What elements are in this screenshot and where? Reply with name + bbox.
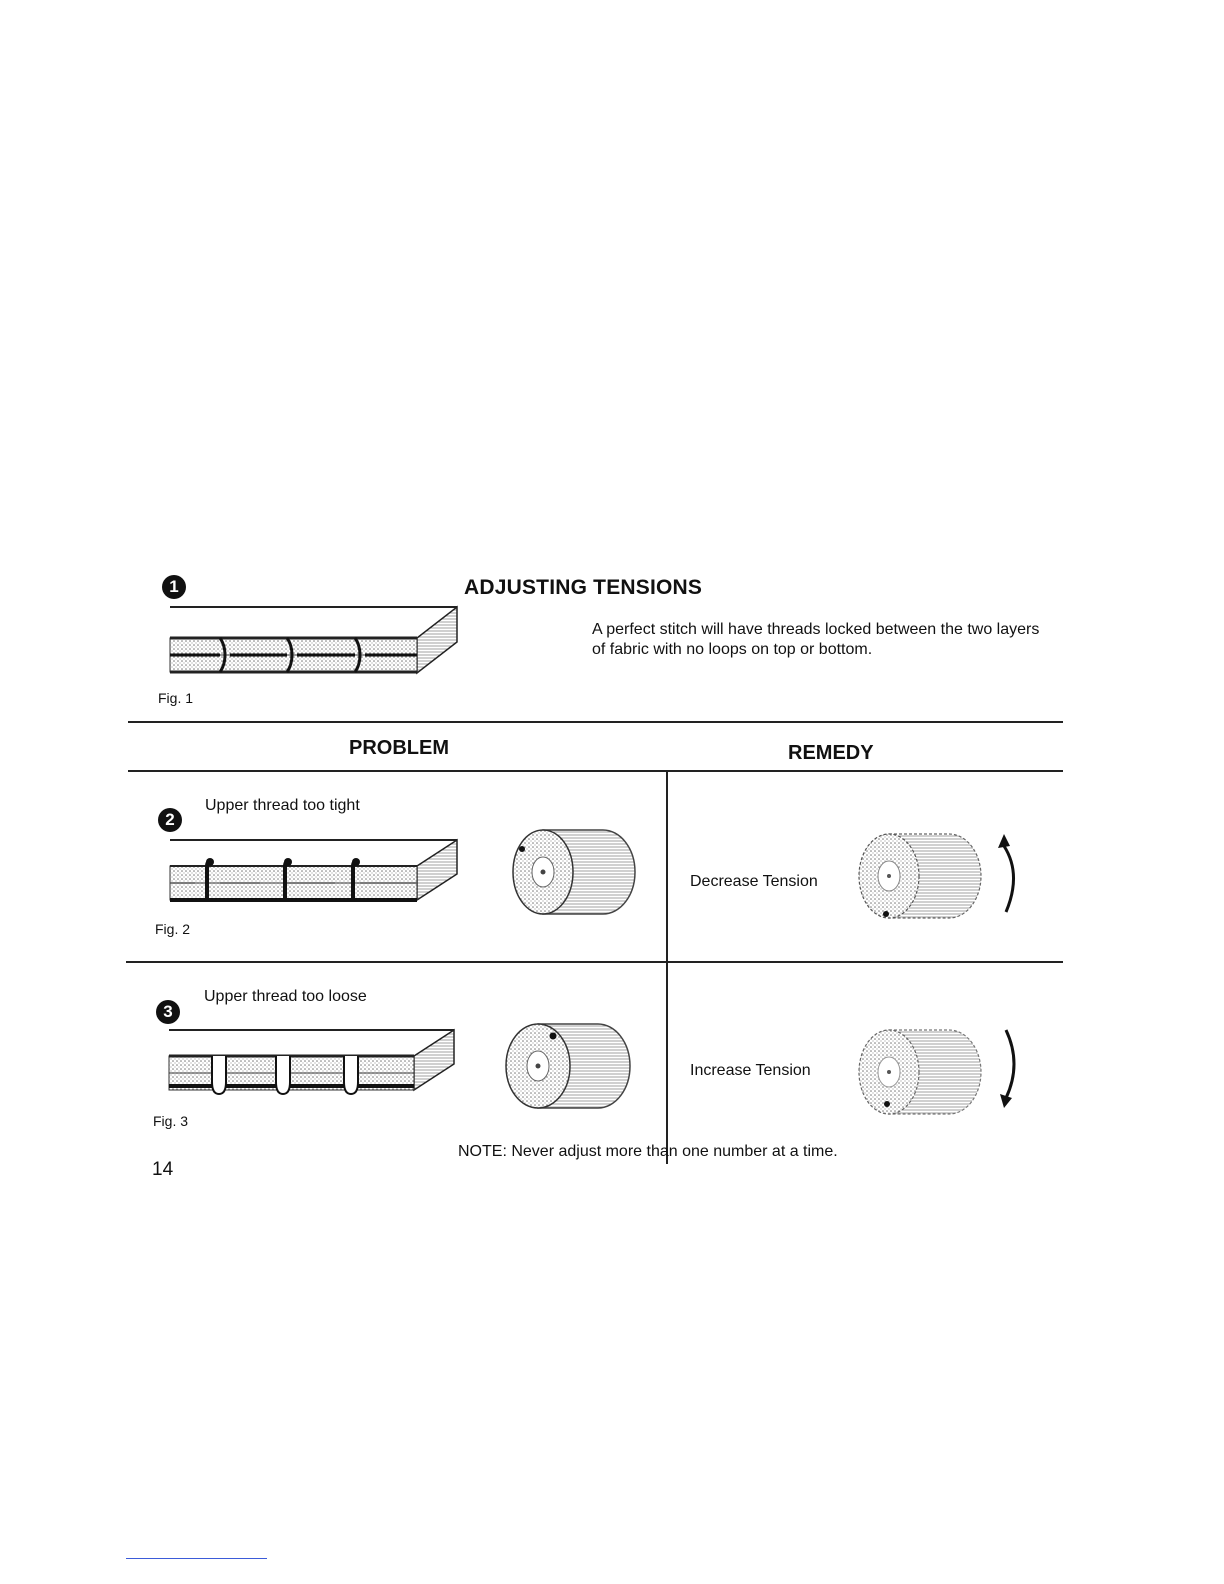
- fig3-loose-stitch-illustration: [164, 1024, 464, 1104]
- rotate-up-arrow-icon: [998, 832, 1028, 917]
- decrease-tension-dial-icon: [854, 826, 984, 926]
- fig1-balanced-stitch-illustration: [165, 600, 465, 680]
- remedy-increase-label: Increase Tension: [690, 1062, 811, 1079]
- tension-dial-icon: [508, 822, 638, 922]
- page-number: 14: [152, 1159, 174, 1180]
- problem-loose-label: Upper thread too loose: [204, 988, 367, 1005]
- row-divider: [126, 961, 1063, 963]
- rotate-down-arrow-icon: [998, 1026, 1028, 1111]
- fig2-tight-stitch-illustration: [165, 834, 465, 909]
- increase-tension-dial-icon: [854, 1022, 984, 1122]
- intro-text: A perfect stitch will have threads locked between the two layers of fabric with no loops on top or bottom.: [592, 621, 1040, 658]
- bottom-rule: [126, 1558, 267, 1559]
- problem-tight-label: Upper thread too tight: [205, 797, 360, 814]
- page-title: ADJUSTING TENSIONS: [464, 576, 703, 599]
- remedy-heading: REMEDY: [788, 742, 874, 764]
- step-2-badge: 2: [158, 808, 182, 832]
- step-1-badge: 1: [162, 575, 186, 599]
- tension-dial-icon: [498, 1016, 638, 1116]
- fig2-caption: Fig. 2: [155, 921, 191, 937]
- fig1-caption: Fig. 1: [158, 690, 194, 706]
- step-3-badge: 3: [156, 1000, 180, 1024]
- note-text: NOTE: Never adjust more than one number at a time.: [458, 1143, 838, 1160]
- header-bottom-rule: [128, 770, 1063, 772]
- remedy-decrease-label: Decrease Tension: [690, 873, 818, 890]
- table-top-rule: [128, 721, 1063, 723]
- column-divider: [666, 772, 668, 1164]
- fig3-caption: Fig. 3: [153, 1113, 189, 1129]
- problem-heading: PROBLEM: [349, 737, 449, 759]
